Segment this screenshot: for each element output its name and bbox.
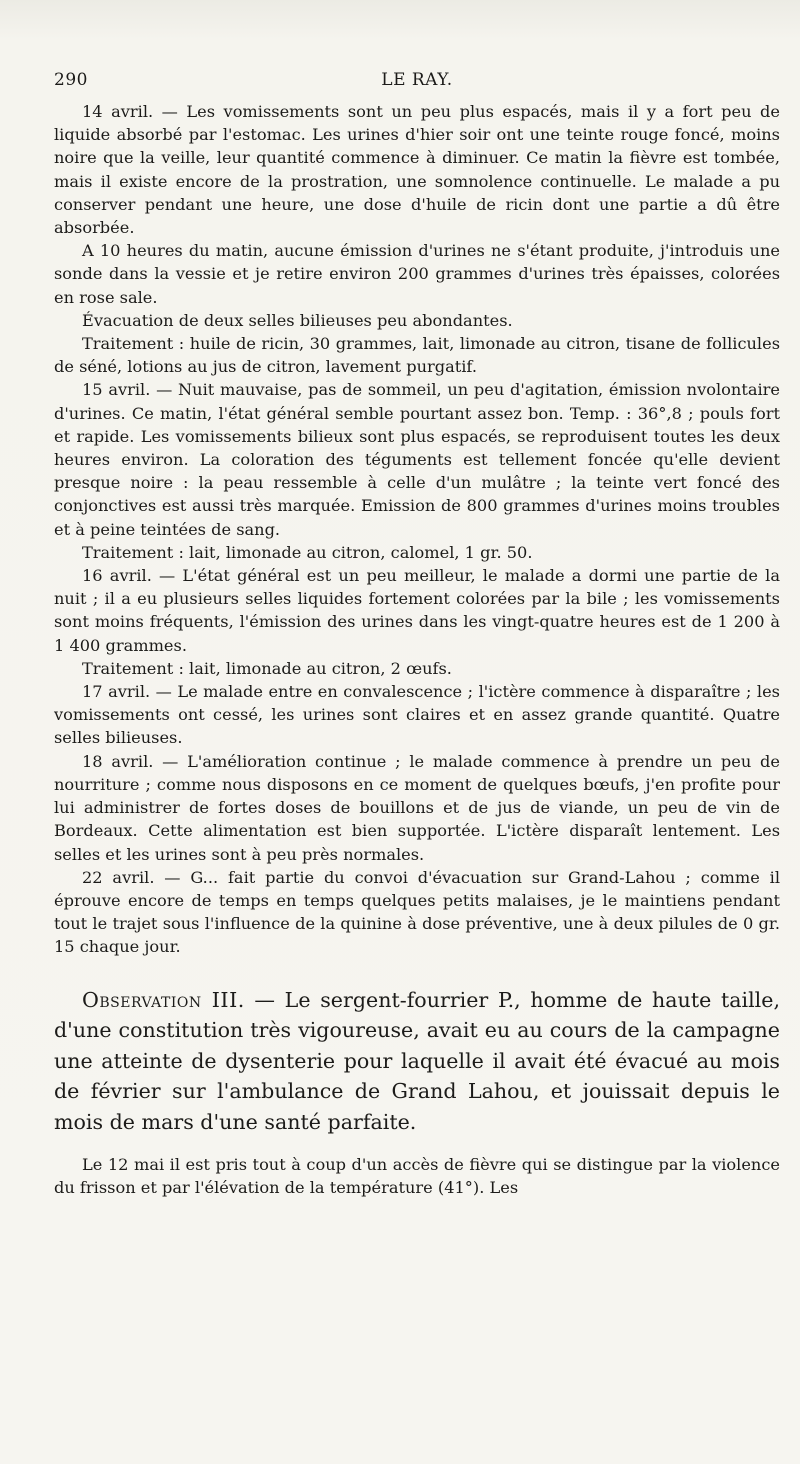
entry-15-avril: 15 avril. — Nuit mauvaise, pas de sommeil, un peu d'agitation, émission nvolontaire d'urines. Ce matin, l'état général semble pourtant assez bon. Temp. : 36°,8 ; pouls fort et rapide. Les vomissements bilieux sont plus espacés, se reproduisent toutes les deux heures environ. La coloration des téguments est tellement foncée qu'elle devient presque noire : la peau ressemble à celle d'un mulâtre ; la teinte vert foncé des conjonctives est aussi très marquée. Emission de 800 grammes d'urines moins troubles et à peine teintées de sang. [54, 380, 780, 539]
observation-section [54, 985, 780, 1138]
running-title: LE RAY. [381, 70, 453, 90]
entry-traitement-1: Traitement : huile de ricin, 30 grammes, lait, limonade au citron, tisane de follicules de séné, lotions au jus de citron, lavement purgatif. [54, 334, 780, 377]
final-paragraph: Le 12 mai il est pris tout à coup d'un accès de fièvre qui se distingue par la violence du frisson et par l'élévation de la température (41°). Les [54, 1155, 780, 1198]
entry-evacuation: Évacuation de deux selles bilieuses peu abondantes. [82, 310, 513, 330]
journal-entries [54, 100, 780, 959]
entry-sonde: A 10 heures du matin, aucune émission d'urines ne s'étant produite, j'introduis une sonde dans la vessie et je retire environ 200 grammes d'urines très épaisses, colorées en rose sale. [54, 241, 780, 307]
page-header [54, 70, 780, 100]
observation-paragraph [54, 985, 780, 1138]
entry-22-avril: 22 avril. — G... fait partie du convoi d'évacuation sur Grand-Lahou ; comme il éprouve encore de temps en temps quelques petits malaises, je le maintiens pendant tout le trajet sous l'influence de la quinine à dose préventive, une à deux pilules de 0 gr. 15 chaque jour. [54, 867, 780, 957]
entry-14-avril: 14 avril. — Les vomissements sont un peu plus espacés, mais il y a fort peu de liquide absorbé par l'estomac. Les urines d'hier soir ont une teinte rouge foncé, moins noire que la veille, leur quantité commence à diminuer. Ce matin la fièvre est tombée, mais il existe encore de la prostration, une somnolence continuelle. Le malade a pu conserver pendant une heure, une dose d'huile de ricin dont une partie a dû être absorbée. [54, 102, 780, 238]
page-number: 290 [54, 70, 88, 90]
entry-17-avril: 17 avril. — Le malade entre en convalescence ; l'ictère commence à disparaître ; les vomissements ont cessé, les urines sont claires et en assez grande quantité. Quatre selles bilieuses. [54, 682, 780, 748]
entry-16-avril: 16 avril. — L'état général est un peu meilleur, le malade a dormi une partie de la nuit ; il a eu plusieurs selles liquides fortement colorées par la bile ; les vomissements sont moins fréquents, l'émission des urines dans les vingt-quatre heures est de 1 200 à 1 400 grammes. [54, 566, 780, 655]
entry-traitement-3: Traitement : lait, limonade au citron, 2 œufs. [82, 658, 452, 678]
observation-label: Observation III. [82, 987, 245, 1012]
final-section [54, 1153, 780, 1199]
entry-18-avril: 18 avril. — L'amélioration continue ; le malade commence à prendre un peu de nourriture ; comme nous disposons en ce moment de quelques bœufs, j'en profite pour lui administrer de fortes doses de bouillons et de jus de viande, un peu de vin de Bordeaux. Cette alimentation est bien supportée. L'ictère disparaît lentement. Les selles et les urines sont à peu près normales. [54, 751, 780, 864]
entry-traitement-2: Traitement : lait, limonade au citron, calomel, 1 gr. 50. [82, 542, 533, 562]
observation-text: — Le sergent-fourrier P., homme de haute taille, d'une constitution très vigoureuse, avait eu au cours de la campagne une atteinte de dysenterie pour laquelle il avait été évacué au mois de février sur l'ambulance de Grand Lahou, et jouissait depuis le mois de mars d'une santé parfaite. [54, 987, 780, 1134]
